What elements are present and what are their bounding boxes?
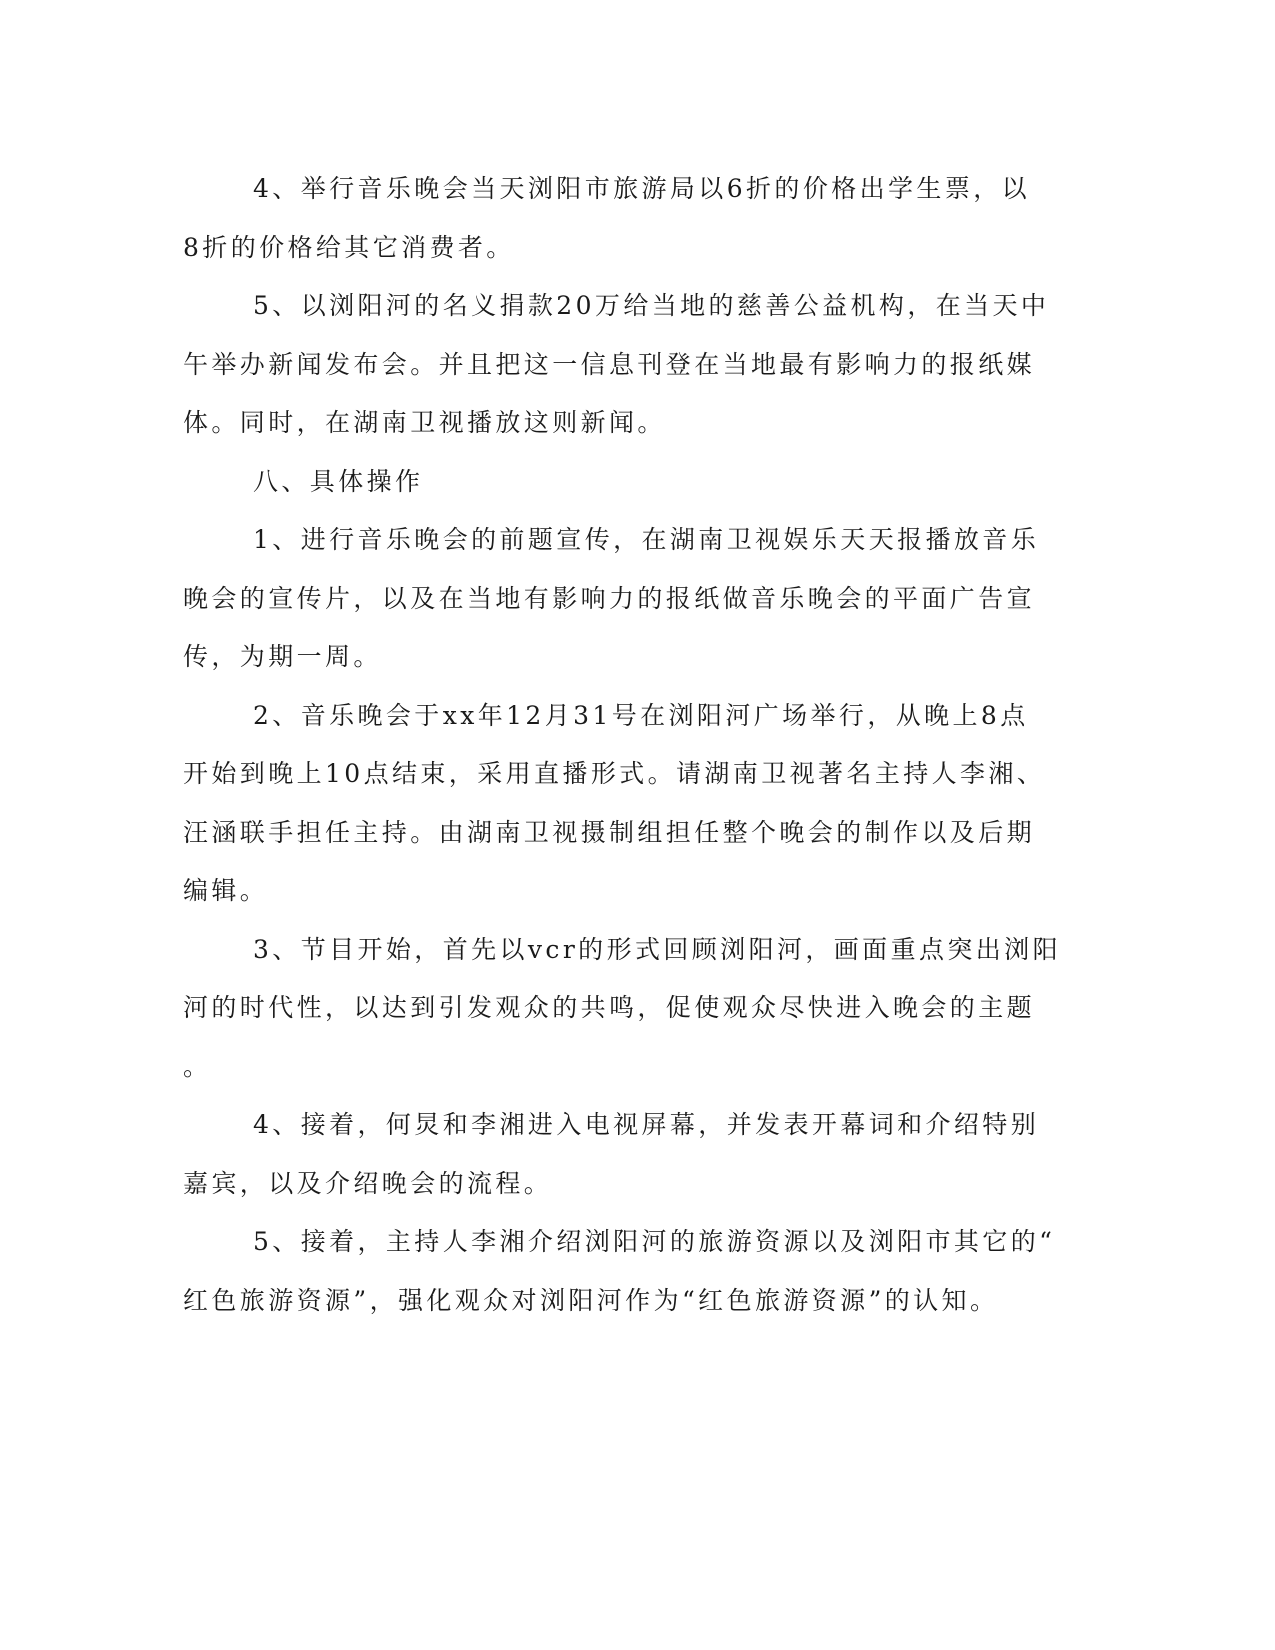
- text-line: 5、接着，主持人李湘介绍浏阳河的旅游资源以及浏阳市其它的“: [253, 1227, 1056, 1256]
- text-line: 。: [183, 1051, 212, 1081]
- text-line: 8折的价格给其它消费者。: [183, 232, 515, 262]
- text-line: 5、以浏阳河的名义捐款20万给当地的慈善公益机构，在当天中: [253, 291, 1050, 320]
- text-line: 红色旅游资源”，强化观众对浏阳河作为“红色旅游资源”的认知。: [183, 1285, 999, 1315]
- text-line: 晚会的宣传片，以及在当地有影响力的报纸做音乐晚会的平面广告宣: [183, 583, 1036, 613]
- text-line: 体。同时，在湖南卫视播放这则新闻。: [183, 408, 666, 437]
- text-line: 1、进行音乐晚会的前题宣传，在湖南卫视娱乐天天报播放音乐: [253, 525, 1040, 554]
- text-line: 4、接着，何炅和李湘进入电视屏幕，并发表开幕词和介绍特别: [253, 1110, 1040, 1139]
- text-line: 3、节目开始，首先以vcr的形式回顾浏阳河，画面重点突出浏阳: [253, 934, 1061, 964]
- text-line: 传，为期一周。: [183, 642, 382, 671]
- text-line: 嘉宾，以及介绍晚会的流程。: [183, 1168, 553, 1198]
- text-line: 午举办新闻发布会。并且把这一信息刊登在当地最有影响力的报纸媒: [183, 349, 1036, 379]
- text-line: 汪涵联手担任主持。由湖南卫视摄制组担任整个晚会的制作以及后期: [183, 817, 1036, 847]
- text-line: 2、音乐晚会于xx年12月31号在浏阳河广场举行，从晚上8点: [253, 700, 1029, 730]
- text-line: 开始到晚上10点结束，采用直播形式。请湖南卫视著名主持人李湘、: [183, 759, 1046, 788]
- text-line: 河的时代性，以达到引发观众的共鸣，促使观众尽快进入晚会的主题: [183, 993, 1036, 1022]
- text-line: 编辑。: [183, 876, 269, 905]
- text-line: 八、具体操作: [253, 466, 424, 496]
- text-line: 4、举行音乐晚会当天浏阳市旅游局以6折的价格出学生票，以: [253, 174, 1031, 203]
- document-body: [183, 160, 1061, 1330]
